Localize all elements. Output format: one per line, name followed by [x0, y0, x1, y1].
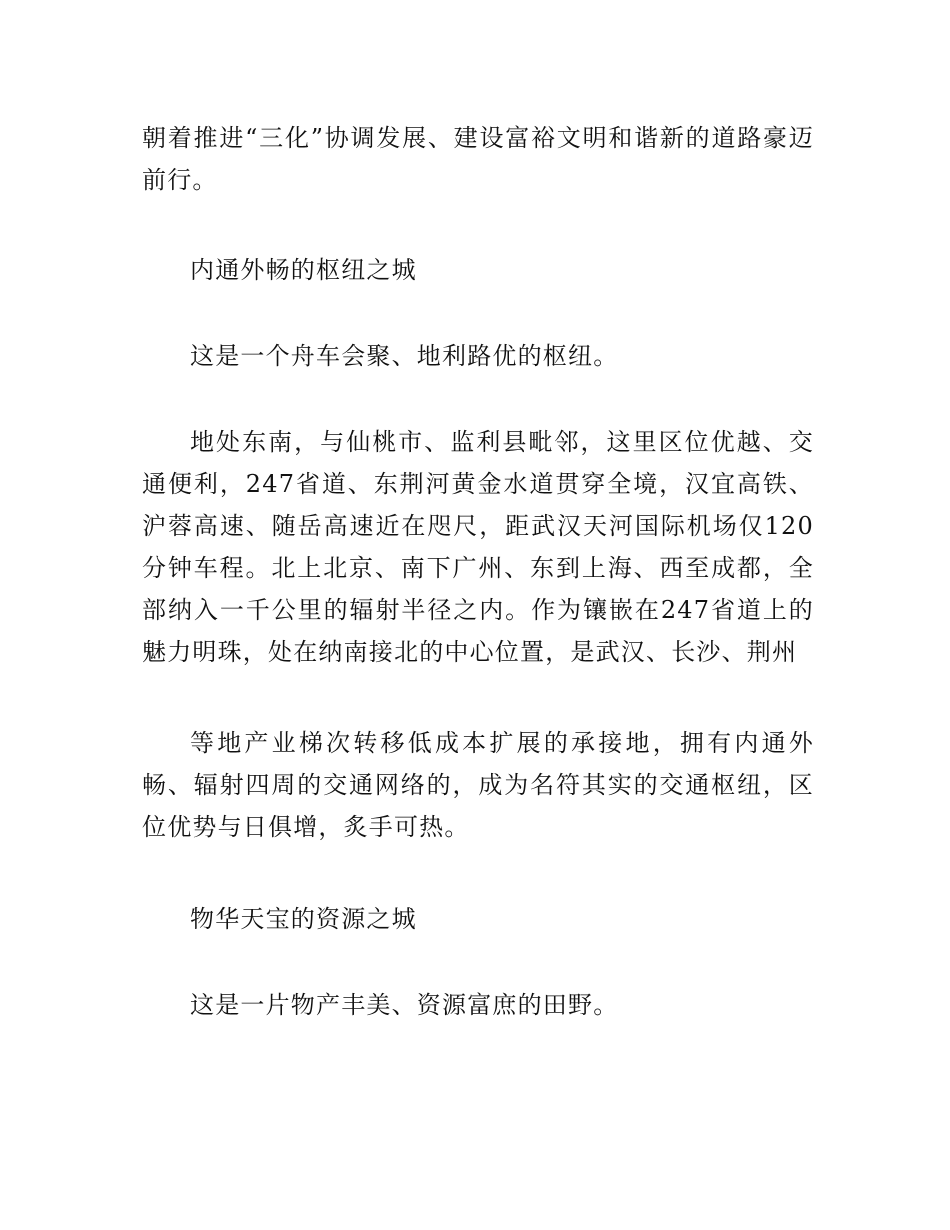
paragraph-intro-closing: 朝着推进“三化”协调发展、建设富裕文明和谐新的道路豪迈前行。	[142, 124, 814, 194]
section-heading-transport-hub: 内通外畅的枢纽之城	[190, 256, 417, 284]
paragraph-hub-summary: 这是一个舟车会聚、地利路优的枢纽。	[190, 342, 619, 370]
paragraph-industry-transfer: 等地产业梯次转移低成本扩展的承接地，拥有内通外畅、辐射四周的交通网络的，成为名符其实的交通枢纽，区位优势与日俱增，炙手可热。	[142, 729, 814, 841]
paragraph-location-details: 地处东南，与仙桃市、监利县毗邻，这里区位优越、交通便利，247省道、东荆河黄金水道贯穿全境，汉宜高铁、沪蓉高速、随岳高速近在咫尺，距武汉天河国际机场仅120分钟车程。北上北京、南下广州、东到上海、西至成都，全部纳入一千公里的辐射半径之内。作为镶嵌在247省道上的魅力明珠，处在纳南接北的中心位置，是武汉、长沙、荆州	[142, 428, 814, 666]
section-heading-resources: 物华天宝的资源之城	[190, 905, 417, 933]
paragraph-resources-summary: 这是一片物产丰美、资源富庶的田野。	[190, 991, 619, 1019]
